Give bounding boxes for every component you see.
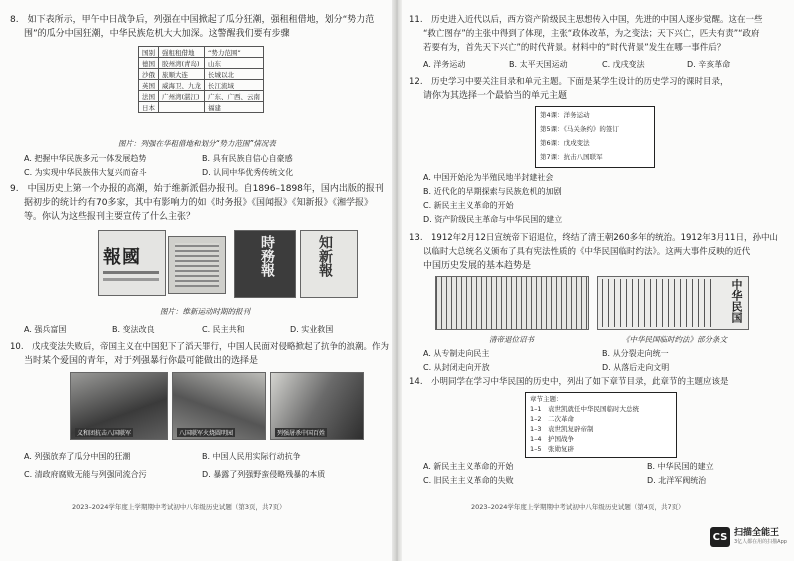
q9-option-a: A. 强兵富国 xyxy=(24,325,67,334)
q11-option-a: A. 洋务运动 xyxy=(423,60,466,69)
table-cell: 福建 xyxy=(205,102,264,113)
q9-line-2: 据初步的统计约有70多家，其中有影响力的如《时务报》《国闻报》《知新报》《湘学报》 xyxy=(24,198,373,208)
table-cell: 广东、广西、云南 xyxy=(205,91,264,102)
q13-caption-right: 《中华民国临时约法》部分条文 xyxy=(622,335,727,344)
q9-line-3: 等。你认为这些报刊主要宣传了什么主张？ xyxy=(24,212,196,222)
chapter-title: 章节主题： xyxy=(530,395,563,403)
table-row xyxy=(139,69,264,80)
newspaper-guowen-image xyxy=(98,230,166,296)
q11-line-1: 11. 历史进入近代以后，西方资产阶级民主思想传入中国，先进的中国人逐步觉醒。这在一些 xyxy=(409,15,763,25)
table-cell: 德国 xyxy=(139,58,159,69)
q13-option-a: A. 从专制走向民主 xyxy=(423,349,490,358)
newspaper-title: 時務報 xyxy=(259,235,275,277)
q8-line-1: 8. 如下表所示，甲午中日战争后，列强在中国掀起了瓜分狂潮，强租租借地，划分“势力范 xyxy=(10,15,375,25)
q8-option-d: D. 认同中华优秀传统文化 xyxy=(202,168,294,177)
q9-caption: 图片：维新运动时期的报刊 xyxy=(160,307,250,316)
table-cell: 法国 xyxy=(139,91,159,102)
table-cell: “势力范围” xyxy=(205,47,264,58)
q13-line-1: 13. 1912年2月12日宣统帝下诏退位，终结了清王朝260多年的统治。1912年3月11日，孙中山 xyxy=(409,233,778,243)
q12-option-d: D. 资产阶级民主革命与中华民国的建立 xyxy=(423,215,563,224)
q13-option-b: B. 从分裂走向统一 xyxy=(602,349,669,358)
watermark-title: 扫描全能王 xyxy=(734,528,780,538)
camscanner-watermark xyxy=(710,527,787,547)
q12-line-2: 请你为其选择一个最恰当的单元主题 xyxy=(423,91,568,101)
q11-option-c: C. 戊戌变法 xyxy=(602,60,645,69)
left-page-footer: 2023–2024学年度上学期期中考试初中八年级历史试题（第3页，共7页） xyxy=(72,503,286,511)
q12-option-b: B. 近代化的早期探索与民族危机的加剧 xyxy=(423,187,562,196)
q8-option-b: B. 具有民族自信心自豪感 xyxy=(202,154,293,163)
table-cell: 胶州湾(青岛) xyxy=(159,58,205,69)
q9-option-b: B. 变法改良 xyxy=(112,325,155,334)
q13-line-3: 中国历史发展的基本趋势是 xyxy=(423,261,532,271)
q10-option-d: D. 暴露了列强野蛮侵略残暴的本质 xyxy=(202,470,326,479)
table-cell: 威海卫、九龙 xyxy=(159,80,205,91)
q11-line-2: “救亡图存”的主张中得到了体现，主张“政体改革，为之变法；天下兴亡，匹夫有责”“政府 xyxy=(423,29,760,39)
table-cell xyxy=(159,102,205,113)
table-cell: 长城以北 xyxy=(205,69,264,80)
table-cell: 英国 xyxy=(139,80,159,91)
toc-item: 第6课：戊戌变法 xyxy=(540,139,590,147)
q14-option-d: D. 北洋军阀统治 xyxy=(647,476,707,485)
q14-option-c: C. 旧民主主义革命的失败 xyxy=(423,476,514,485)
newspaper-strip-image xyxy=(168,236,226,294)
table-row xyxy=(139,58,264,69)
q14-line-1: 14. 小明同学在学习中华民国的历史中，列出了如下章节目录，此章节的主题应该是 xyxy=(409,377,729,387)
q10-line-2: 当时某个爱国的青年，对于列强暴行你最可能做出的选择是 xyxy=(24,356,259,366)
provisional-constitution-image xyxy=(597,276,749,330)
q12-toc-box xyxy=(535,106,655,168)
q11-line-3: 若要有为，首先天下兴亡”的时代背景。材料中的“时代背景”发生在哪一事件后？ xyxy=(423,43,726,53)
newspaper-shiwu-image xyxy=(234,230,296,298)
chapter-item: 1–1 袁世凯就任中华民国临时大总统 xyxy=(530,405,640,413)
q11-option-b: B. 太平天国运动 xyxy=(509,60,568,69)
table-cell: 日本 xyxy=(139,102,159,113)
q13-caption-left: 清帝退位诏书 xyxy=(489,335,534,344)
toc-item: 第5课：《马关条约》的签订 xyxy=(540,125,619,133)
photo-caption: 八国联军火烧圆明园 xyxy=(179,430,234,437)
table-row xyxy=(139,80,264,91)
q13-line-2: 以临时大总统名义颁布了具有宪法性质的《中华民国临时约法》。这两大事件反映的近代 xyxy=(423,247,751,257)
table-cell: 广州湾(湛江) xyxy=(159,91,205,102)
newspaper-title: 報國 xyxy=(103,247,141,268)
q12-line-1: 12. 历史学习中要关注目录和单元主题。下面是某学生设计的历史学习的课时目录， xyxy=(409,77,729,87)
photo-caption: 列强屠杀中国百姓 xyxy=(277,430,326,437)
q8-caption: 图片：列强在华租借地和划分“势力范围”情况表 xyxy=(118,139,276,148)
chapter-item: 1–4 护国战争 xyxy=(530,435,575,443)
q8-option-a: A. 把握中华民族多元一体发展趋势 xyxy=(24,154,147,163)
table-row xyxy=(139,102,264,113)
q13-option-d: D. 从落后走向文明 xyxy=(602,363,670,372)
toc-item: 第7课：抗击八国联军 xyxy=(540,153,603,161)
table-cell: 山东 xyxy=(205,58,264,69)
photo-caption: 义和团抗击八国联军 xyxy=(77,430,132,437)
chapter-item: 1–5 张勋复辟 xyxy=(530,445,575,453)
q14-chapter-box xyxy=(525,392,677,458)
q12-option-c: C. 新民主主义革命的开始 xyxy=(423,201,514,210)
q12-option-a: A. 中国开始沦为半殖民地半封建社会 xyxy=(423,173,554,182)
q8-line-2: 围”的瓜分中国狂潮，中华民族危机大大加深。这警醒我们要有步骤 xyxy=(24,29,290,39)
camscanner-logo-icon: CS xyxy=(710,527,730,547)
right-page xyxy=(397,0,794,561)
q9-option-c: C. 民主共和 xyxy=(202,325,245,334)
q11-option-d: D. 辛亥革命 xyxy=(687,60,731,69)
watermark-subtitle: 3亿人都在用的扫描App xyxy=(734,539,787,545)
q10-line-1: 10. 戊戌变法失败后，帝国主义在中国犯下了滔天罪行，中国人民面对侵略掀起了抗争的浪潮。作为 xyxy=(10,342,390,352)
photo-boxer-resistance xyxy=(70,372,168,440)
q8-option-c: C. 为实现中华民族伟大复兴而奋斗 xyxy=(24,168,147,177)
book-spine xyxy=(392,0,402,561)
table-cell: 长江流域 xyxy=(205,80,264,91)
newspaper-zhixin-image xyxy=(300,230,358,298)
q9-line-1: 9. 中国历史上第一个办报的高潮，始于维新派倡办报刊。自1896–1898年，国内出版的报刊 xyxy=(10,184,384,194)
table-row xyxy=(139,91,264,102)
right-page-footer: 2023–2024学年度上学期期中考试初中八年级历史试题（第4页，共7页） xyxy=(471,503,685,511)
seal-text: 中华民国 xyxy=(730,279,743,323)
table-cell: 国别 xyxy=(139,47,159,58)
q8-table xyxy=(138,46,264,113)
table-row xyxy=(139,47,264,58)
chapter-item: 1–2 二次革命 xyxy=(530,415,575,423)
abdication-edict-image xyxy=(435,276,589,330)
toc-item: 第4课：洋务运动 xyxy=(540,111,590,119)
q9-option-d: D. 实业救国 xyxy=(290,325,334,334)
table-cell: 沙俄 xyxy=(139,69,159,80)
q10-option-c: C. 清政府腐败无能与列强同流合污 xyxy=(24,470,147,479)
q10-option-b: B. 中国人民用实际行动抗争 xyxy=(202,452,301,461)
table-cell: 旅顺大连 xyxy=(159,69,205,80)
q13-option-c: C. 从封闭走向开放 xyxy=(423,363,490,372)
photo-massacre xyxy=(270,372,364,440)
q10-option-a: A. 列强放弃了瓜分中国的狂潮 xyxy=(24,452,131,461)
newspaper-title: 知新報 xyxy=(317,235,333,277)
q14-option-a: A. 新民主主义革命的开始 xyxy=(423,462,514,471)
table-cell: 强租租借地 xyxy=(159,47,205,58)
chapter-item: 1–3 袁世凯复辟帝制 xyxy=(530,425,594,433)
photo-burning-palace xyxy=(172,372,266,440)
q14-option-b: B. 中华民国的建立 xyxy=(647,462,714,471)
